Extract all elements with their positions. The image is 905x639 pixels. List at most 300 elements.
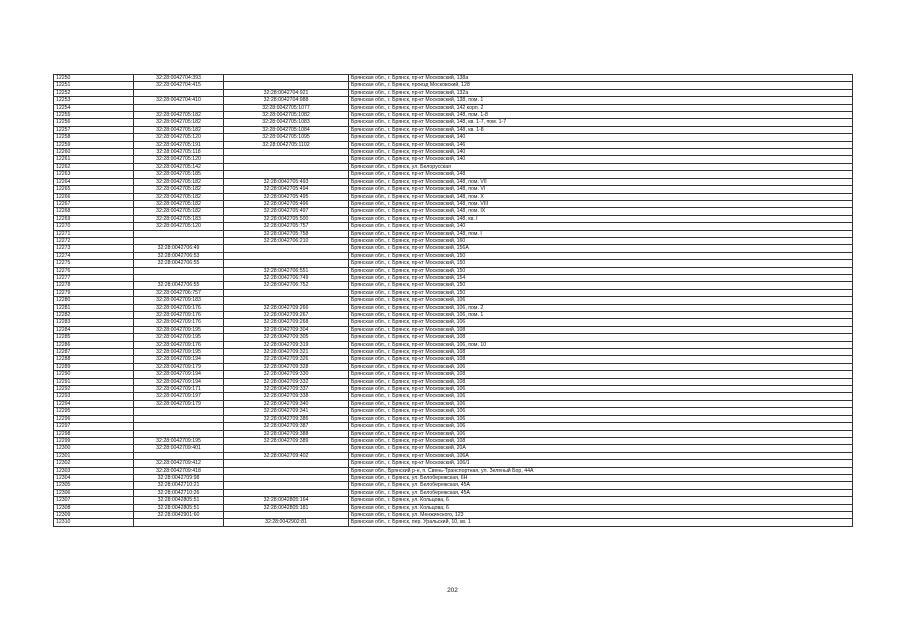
address-cell: Брянская обл., г. Брянск, ул. Кольцова, 6: [349, 504, 853, 511]
address-cell: Брянская обл., г. Брянск, пр-кт Московский, 150: [349, 252, 853, 259]
cadastral-number-cell: [134, 430, 224, 437]
row-number-cell: 12307: [54, 497, 134, 504]
table-row: [54, 408, 853, 415]
address-cell: Брянская обл., г. Брянск, пр-кт Московский, 138а: [349, 75, 853, 82]
address-cell: Брянская обл., г. Брянск, пр-кт Московский, 108: [349, 334, 853, 341]
row-number-cell: 12309: [54, 511, 134, 518]
cadastral-number-cell: 32:28:0042709:195: [134, 437, 224, 444]
object-number-cell: 32:28:0042705:1084: [224, 126, 349, 133]
table-row: [54, 415, 853, 422]
address-cell: Брянская обл., Брянский р-н, п. Свень-Транспортная, ул. Зеленый Бор, 44А: [349, 467, 853, 474]
cadastral-number-cell: 32:28:0042901:60: [134, 511, 224, 518]
cadastral-number-cell: 32:28:0042705:120: [134, 134, 224, 141]
object-number-cell: 32:28:0042705:758: [224, 230, 349, 237]
address-cell: Брянская обл., г. Брянск, пр-кт Московский, 20А: [349, 445, 853, 452]
table-row: [54, 104, 853, 111]
row-number-cell: 12255: [54, 112, 134, 119]
cadastral-number-cell: 32:28:0042709:183: [134, 297, 224, 304]
object-number-cell: 32:28:0042709:386: [224, 415, 349, 422]
object-number-cell: 32:28:0042902:81: [224, 519, 349, 526]
cadastral-number-cell: 32:28:0042709:176: [134, 319, 224, 326]
row-number-cell: 12289: [54, 363, 134, 370]
object-number-cell: 32:28:0042705:1077: [224, 104, 349, 111]
row-number-cell: 12296: [54, 415, 134, 422]
address-cell: Брянская обл., г. Брянск, пр-кт Московский, 150: [349, 282, 853, 289]
row-number-cell: 12273: [54, 245, 134, 252]
cadastral-number-cell: 32:28:0042705:182: [134, 178, 224, 185]
row-number-cell: 12308: [54, 504, 134, 511]
address-cell: Брянская обл., г. Брянск, пр-кт Московский, 106/1: [349, 460, 853, 467]
page-number: 202: [447, 587, 458, 594]
table-row: [54, 252, 853, 259]
address-cell: Брянская обл., г. Брянск, ул. Менжинского, 123: [349, 511, 853, 518]
address-cell: Брянская обл., г. Брянск, пр-кт Московский, 154: [349, 274, 853, 281]
row-number-cell: 12272: [54, 237, 134, 244]
object-number-cell: 32:28:0042706:210: [224, 237, 349, 244]
address-cell: Брянская обл., г. Брянск, пр-кт Московский, 160: [349, 237, 853, 244]
table-row: [54, 141, 853, 148]
address-cell: Брянская обл., г. Брянск, пр-кт Московский, 106: [349, 423, 853, 430]
row-number-cell: 12261: [54, 156, 134, 163]
cadastral-number-cell: 32:28:0042709:179: [134, 363, 224, 370]
row-number-cell: 12292: [54, 386, 134, 393]
object-number-cell: [224, 467, 349, 474]
object-number-cell: 32:28:0042709:402: [224, 452, 349, 459]
cadastral-number-cell: 32:28:0042710:26: [134, 489, 224, 496]
cadastral-number-cell: 32:28:0042709:197: [134, 393, 224, 400]
object-number-cell: 32:28:0042709:337: [224, 386, 349, 393]
object-number-cell: 32:28:0042705:497: [224, 208, 349, 215]
object-number-cell: 32:28:0042705:496: [224, 200, 349, 207]
object-number-cell: 32:28:0042709:326: [224, 356, 349, 363]
cadastral-number-cell: 32:28:0042705:191: [134, 141, 224, 148]
row-number-cell: 12279: [54, 289, 134, 296]
address-cell: Брянская обл., г. Брянск, пр-кт Московский, 142 корп. 2: [349, 104, 853, 111]
table-row: [54, 312, 853, 319]
cadastral-number-cell: 32:28:0042704:415: [134, 82, 224, 89]
cadastral-number-cell: 32:28:0042705:185: [134, 171, 224, 178]
cadastral-number-cell: 32:28:0042705:182: [134, 119, 224, 126]
cadastral-number-cell: 32:28:0042705:182: [134, 126, 224, 133]
row-number-cell: 12277: [54, 274, 134, 281]
object-number-cell: [224, 252, 349, 259]
table-row: [54, 489, 853, 496]
cadastral-number-cell: 32:28:0042709:176: [134, 312, 224, 319]
object-number-cell: [224, 156, 349, 163]
address-cell: Брянская обл., г. Брянск, пр-кт Московский, 148, пом. X: [349, 193, 853, 200]
cadastral-number-cell: 32:28:0042805:51: [134, 497, 224, 504]
object-number-cell: 32:28:0042805:164: [224, 497, 349, 504]
address-cell: Брянская обл., г. Брянск, пр-кт Московский, 106: [349, 415, 853, 422]
row-number-cell: 12267: [54, 200, 134, 207]
cadastral-number-cell: 32:28:0042710:21: [134, 482, 224, 489]
table-row: [54, 452, 853, 459]
table-row: [54, 208, 853, 215]
address-cell: Брянская обл., г. Брянск, пр-кт Московский, 148, кв. 1-7, пом. 1-7: [349, 119, 853, 126]
object-number-cell: [224, 482, 349, 489]
row-number-cell: 12300: [54, 445, 134, 452]
row-number-cell: 12268: [54, 208, 134, 215]
address-cell: Брянская обл., г. Брянск, пр-кт Московский, 132а: [349, 89, 853, 96]
cadastral-number-cell: 32:28:0042705:182: [134, 112, 224, 119]
table-row: [54, 230, 853, 237]
row-number-cell: 12304: [54, 474, 134, 481]
object-number-cell: [224, 149, 349, 156]
cadastral-number-cell: 32:28:0042709:176: [134, 304, 224, 311]
row-number-cell: 12285: [54, 334, 134, 341]
row-number-cell: 12271: [54, 230, 134, 237]
table-row: [54, 200, 853, 207]
object-number-cell: 32:28:0042706:551: [224, 267, 349, 274]
address-cell: Брянская обл., г. Брянск, пр-кт Московский, 140: [349, 134, 853, 141]
row-number-cell: 12282: [54, 312, 134, 319]
object-number-cell: [224, 289, 349, 296]
table-row: [54, 430, 853, 437]
object-number-cell: 32:28:0042709:321: [224, 349, 349, 356]
cadastral-number-cell: 32:28:0042705:120: [134, 223, 224, 230]
row-number-cell: 12299: [54, 437, 134, 444]
address-cell: Брянская обл., г. Брянск, пр-кт Московский, 146: [349, 141, 853, 148]
object-number-cell: 32:28:0042709:389: [224, 437, 349, 444]
address-cell: Брянская обл., г. Брянск, ул. Белобережская, 45А: [349, 482, 853, 489]
object-number-cell: [224, 260, 349, 267]
address-cell: Брянская обл., г. Брянск, пр-кт Московский, 140: [349, 149, 853, 156]
cadastral-number-cell: 32:28:0042704:410: [134, 97, 224, 104]
row-number-cell: 12310: [54, 519, 134, 526]
address-cell: Брянская обл., г. Брянск, пр-кт Московский, 150: [349, 267, 853, 274]
cadastral-number-cell: 32:28:0042709:179: [134, 400, 224, 407]
table-row: [54, 193, 853, 200]
cadastral-number-cell: 32:28:0042705:182: [134, 200, 224, 207]
table-row: [54, 237, 853, 244]
cadastral-number-cell: 32:28:0042705:118: [134, 149, 224, 156]
object-number-cell: 32:28:0042709:387: [224, 423, 349, 430]
address-cell: Брянская обл., г. Брянск, пр-кт Московский, 108: [349, 356, 853, 363]
address-cell: Брянская обл., г. Брянск, пр-кт Московский, 108: [349, 326, 853, 333]
address-cell: Брянская обл., г. Брянск, пр-кт Московский, 106: [349, 430, 853, 437]
table-row: [54, 363, 853, 370]
table-row: [54, 349, 853, 356]
table-row: [54, 245, 853, 252]
object-number-cell: 32:28:0042705:757: [224, 223, 349, 230]
object-number-cell: 32:28:0042705:500: [224, 215, 349, 222]
object-number-cell: 32:28:0042709:332: [224, 378, 349, 385]
object-number-cell: 32:28:0042709:305: [224, 334, 349, 341]
row-number-cell: 12250: [54, 75, 134, 82]
row-number-cell: 12290: [54, 371, 134, 378]
table-row: [54, 112, 853, 119]
row-number-cell: 12288: [54, 356, 134, 363]
table-row: [54, 134, 853, 141]
address-cell: Брянская обл., г. Брянск, ул. Белобережская, 6Н: [349, 474, 853, 481]
cadastral-number-cell: 32:28:0042706:757: [134, 289, 224, 296]
address-cell: Брянская обл., г. Брянск, пр-кт Московский, 106: [349, 297, 853, 304]
cadastral-number-cell: 32:28:0042709:195: [134, 349, 224, 356]
row-number-cell: 12253: [54, 97, 134, 104]
address-cell: Брянская обл., г. Брянск, пр-кт Московский, 108: [349, 349, 853, 356]
address-cell: Брянская обл., г. Брянск, пр-кт Московский, 138, пом. 1: [349, 97, 853, 104]
table-row: [54, 326, 853, 333]
table-row: [54, 378, 853, 385]
row-number-cell: 12252: [54, 89, 134, 96]
address-cell: Брянская обл., г. Брянск, пр-кт Московский, 148, пом. VII: [349, 178, 853, 185]
cadastral-number-cell: [134, 274, 224, 281]
table-row: [54, 445, 853, 452]
object-number-cell: 32:28:0042704:921: [224, 89, 349, 96]
table-row: [54, 504, 853, 511]
address-cell: Брянская обл., г. Брянск, пр-кт Московский, 156А: [349, 245, 853, 252]
object-number-cell: 32:28:0042705:1095: [224, 134, 349, 141]
table-row: [54, 467, 853, 474]
address-cell: Брянская обл., г. Брянск, пр-кт Московский, 106: [349, 319, 853, 326]
table-row: [54, 371, 853, 378]
object-number-cell: 32:28:0042709:268: [224, 319, 349, 326]
cadastral-number-cell: 32:28:0042705:182: [134, 208, 224, 215]
row-number-cell: 12260: [54, 149, 134, 156]
object-number-cell: 32:28:0042705:493: [224, 178, 349, 185]
object-number-cell: 32:28:0042705:1083: [224, 119, 349, 126]
row-number-cell: 12286: [54, 341, 134, 348]
object-number-cell: [224, 474, 349, 481]
cadastral-number-cell: 32:28:0042706:53: [134, 252, 224, 259]
table-row: [54, 215, 853, 222]
table-row: [54, 297, 853, 304]
address-cell: Брянская обл., г. Брянск, пр-кт Московский, 148, пом. VI: [349, 186, 853, 193]
object-number-cell: 32:28:0042709:267: [224, 312, 349, 319]
address-cell: Брянская обл., г. Брянск, пр-кт Московский, 140: [349, 156, 853, 163]
row-number-cell: 12295: [54, 408, 134, 415]
table-row: [54, 119, 853, 126]
object-number-cell: [224, 445, 349, 452]
object-number-cell: 32:28:0042709:340: [224, 400, 349, 407]
row-number-cell: 12264: [54, 178, 134, 185]
table-row: [54, 482, 853, 489]
table-row: [54, 97, 853, 104]
table-row: [54, 319, 853, 326]
object-number-cell: [224, 82, 349, 89]
cadastral-number-cell: [134, 237, 224, 244]
registry-table-body: [54, 75, 853, 527]
row-number-cell: 12291: [54, 378, 134, 385]
table-row: [54, 171, 853, 178]
table-row: [54, 334, 853, 341]
row-number-cell: 12275: [54, 260, 134, 267]
object-number-cell: 32:28:0042709:304: [224, 326, 349, 333]
cadastral-number-cell: 32:28:0042709:171: [134, 386, 224, 393]
address-cell: Брянская обл., г. Брянск, пр-кт Московский, 106: [349, 393, 853, 400]
cadastral-number-cell: [134, 452, 224, 459]
cadastral-number-cell: [134, 230, 224, 237]
address-cell: Брянская обл., г. Брянск, пр-кт Московский, 106, пом. 2: [349, 304, 853, 311]
table-row: [54, 497, 853, 504]
table-row: [54, 474, 853, 481]
object-number-cell: [224, 245, 349, 252]
table-row: [54, 223, 853, 230]
row-number-cell: 12257: [54, 126, 134, 133]
object-number-cell: 32:28:0042709:319: [224, 341, 349, 348]
address-cell: Брянская обл., г. Брянск, пр-кт Московский, 148, кв. I: [349, 215, 853, 222]
address-cell: Брянская обл., г. Брянск, пр-кт Московский, 106: [349, 363, 853, 370]
cadastral-number-cell: [134, 519, 224, 526]
cadastral-number-cell: 32:28:0042709:418: [134, 467, 224, 474]
object-number-cell: [224, 489, 349, 496]
object-number-cell: [224, 163, 349, 170]
table-row: [54, 149, 853, 156]
table-row: [54, 341, 853, 348]
cadastral-number-cell: [134, 104, 224, 111]
cadastral-number-cell: 32:28:0042705:182: [134, 186, 224, 193]
address-cell: Брянская обл., г. Брянск, пр-кт Московский, 108: [349, 378, 853, 385]
object-number-cell: 32:28:0042805:181: [224, 504, 349, 511]
table-row: [54, 511, 853, 518]
address-cell: Брянская обл., г. Брянск, пр-кт Московский, 106: [349, 386, 853, 393]
row-number-cell: 12301: [54, 452, 134, 459]
row-number-cell: 12306: [54, 489, 134, 496]
object-number-cell: 32:28:0042709:341: [224, 408, 349, 415]
object-number-cell: 32:28:0042705:494: [224, 186, 349, 193]
row-number-cell: 12266: [54, 193, 134, 200]
table-row: [54, 400, 853, 407]
row-number-cell: 12263: [54, 171, 134, 178]
table-row: [54, 163, 853, 170]
object-number-cell: 32:28:0042709:266: [224, 304, 349, 311]
object-number-cell: 32:28:0042705:1082: [224, 112, 349, 119]
row-number-cell: 12256: [54, 119, 134, 126]
cadastral-number-cell: 32:28:0042709:194: [134, 356, 224, 363]
address-cell: Брянская обл., г. Брянск, пр-кт Московский, 106: [349, 408, 853, 415]
object-number-cell: 32:28:0042709:328: [224, 363, 349, 370]
cadastral-number-cell: 32:28:0042709:195: [134, 334, 224, 341]
row-number-cell: 12254: [54, 104, 134, 111]
cadastral-number-cell: [134, 89, 224, 96]
row-number-cell: 12293: [54, 393, 134, 400]
object-number-cell: 32:28:0042709:330: [224, 371, 349, 378]
cadastral-number-cell: 32:28:0042709:194: [134, 378, 224, 385]
table-row: [54, 519, 853, 526]
row-number-cell: 12259: [54, 141, 134, 148]
table-row: [54, 75, 853, 82]
table-row: [54, 186, 853, 193]
row-number-cell: 12284: [54, 326, 134, 333]
address-cell: Брянская обл., г. Брянск, ул. Кольцова, 6: [349, 497, 853, 504]
cadastral-number-cell: 32:28:0042706:55: [134, 260, 224, 267]
table-row: [54, 156, 853, 163]
cadastral-number-cell: 32:28:0042709:412: [134, 460, 224, 467]
address-cell: Брянская обл., г. Брянск, пр-кт Московский, 106, пом. 10: [349, 341, 853, 348]
cadastral-number-cell: [134, 423, 224, 430]
address-cell: Брянская обл., г. Брянск, пр-кт Московский, 106, пом. 1: [349, 312, 853, 319]
address-cell: Брянская обл., г. Брянск, пр-кт Московский, 148, пом. IX: [349, 208, 853, 215]
address-cell: Брянская обл., г. Брянск, проезд Московский, 128: [349, 82, 853, 89]
row-number-cell: 12278: [54, 282, 134, 289]
document-page: [53, 74, 852, 527]
table-row: [54, 89, 853, 96]
row-number-cell: 12262: [54, 163, 134, 170]
object-number-cell: 32:28:0042704:988: [224, 97, 349, 104]
table-row: [54, 304, 853, 311]
cadastral-number-cell: 32:28:0042709:98: [134, 474, 224, 481]
address-cell: Брянская обл., г. Брянск, пер. Уральский, 10, кв. 1: [349, 519, 853, 526]
address-cell: Брянская обл., г. Брянск, пр-кт Московский, 106А: [349, 452, 853, 459]
table-row: [54, 267, 853, 274]
row-number-cell: 12297: [54, 423, 134, 430]
row-number-cell: 12270: [54, 223, 134, 230]
row-number-cell: 12258: [54, 134, 134, 141]
address-cell: Брянская обл., г. Брянск, пр-кт Московский, 148, кв. 1-8: [349, 126, 853, 133]
address-cell: Брянская обл., г. Брянск, пр-кт Московский, 150: [349, 289, 853, 296]
table-row: [54, 82, 853, 89]
cadastral-number-cell: [134, 415, 224, 422]
address-cell: Брянская обл., г. Брянск, ул. Белобережская, 45А: [349, 489, 853, 496]
row-number-cell: 12280: [54, 297, 134, 304]
row-number-cell: 12283: [54, 319, 134, 326]
address-cell: Брянская обл., г. Брянск, пр-кт Московский, 140: [349, 223, 853, 230]
table-row: [54, 274, 853, 281]
table-row: [54, 126, 853, 133]
table-row: [54, 289, 853, 296]
address-cell: Брянская обл., г. Брянск, пр-кт Московский, 150: [349, 260, 853, 267]
object-number-cell: 32:28:0042705:495: [224, 193, 349, 200]
row-number-cell: 12281: [54, 304, 134, 311]
row-number-cell: 12265: [54, 186, 134, 193]
object-number-cell: 32:28:0042705:1102: [224, 141, 349, 148]
cadastral-number-cell: 32:28:0042705:142: [134, 163, 224, 170]
object-number-cell: 32:28:0042706:752: [224, 282, 349, 289]
address-cell: Брянская обл., г. Брянск, пр-кт Московский, 148, пом. VIII: [349, 200, 853, 207]
object-number-cell: [224, 75, 349, 82]
row-number-cell: 12294: [54, 400, 134, 407]
cadastral-number-cell: 32:28:0042706:55: [134, 282, 224, 289]
cadastral-number-cell: 32:28:0042705:182: [134, 193, 224, 200]
address-cell: Брянская обл., г. Брянск, пр-кт Московский, 148, пом. I: [349, 230, 853, 237]
row-number-cell: 12274: [54, 252, 134, 259]
row-number-cell: 12287: [54, 349, 134, 356]
cadastral-number-cell: 32:28:0042705:120: [134, 156, 224, 163]
row-number-cell: 12251: [54, 82, 134, 89]
row-number-cell: 12303: [54, 467, 134, 474]
table-row: [54, 282, 853, 289]
object-number-cell: 32:28:0042706:749: [224, 274, 349, 281]
address-cell: Брянская обл., г. Брянск, пр-кт Московский, 108: [349, 437, 853, 444]
cadastral-number-cell: 32:28:0042704:393: [134, 75, 224, 82]
row-number-cell: 12302: [54, 460, 134, 467]
cadastral-number-cell: [134, 267, 224, 274]
address-cell: Брянская обл., г. Брянск, пр-кт Московский, 148, пом. 1-8: [349, 112, 853, 119]
address-cell: Брянская обл., г. Брянск, пр-кт Московский, 148: [349, 171, 853, 178]
address-cell: Брянская обл., г. Брянск, пр-кт Московский, 108: [349, 371, 853, 378]
object-number-cell: [224, 297, 349, 304]
table-row: [54, 260, 853, 267]
address-cell: Брянская обл., г. Брянск, ул. Белорусская: [349, 163, 853, 170]
table-row: [54, 356, 853, 363]
row-number-cell: 12305: [54, 482, 134, 489]
row-number-cell: 12269: [54, 215, 134, 222]
table-row: [54, 393, 853, 400]
table-row: [54, 423, 853, 430]
object-number-cell: 32:28:0042709:388: [224, 430, 349, 437]
cadastral-number-cell: [134, 408, 224, 415]
cadastral-number-cell: 32:28:0042709:176: [134, 341, 224, 348]
cadastral-number-cell: 32:28:0042709:195: [134, 326, 224, 333]
object-number-cell: [224, 171, 349, 178]
object-number-cell: [224, 511, 349, 518]
row-number-cell: 12298: [54, 430, 134, 437]
table-row: [54, 437, 853, 444]
cadastral-number-cell: 32:28:0042805:51: [134, 504, 224, 511]
table-row: [54, 460, 853, 467]
cadastral-number-cell: 32:28:0042709:194: [134, 371, 224, 378]
registry-table: [53, 74, 853, 527]
